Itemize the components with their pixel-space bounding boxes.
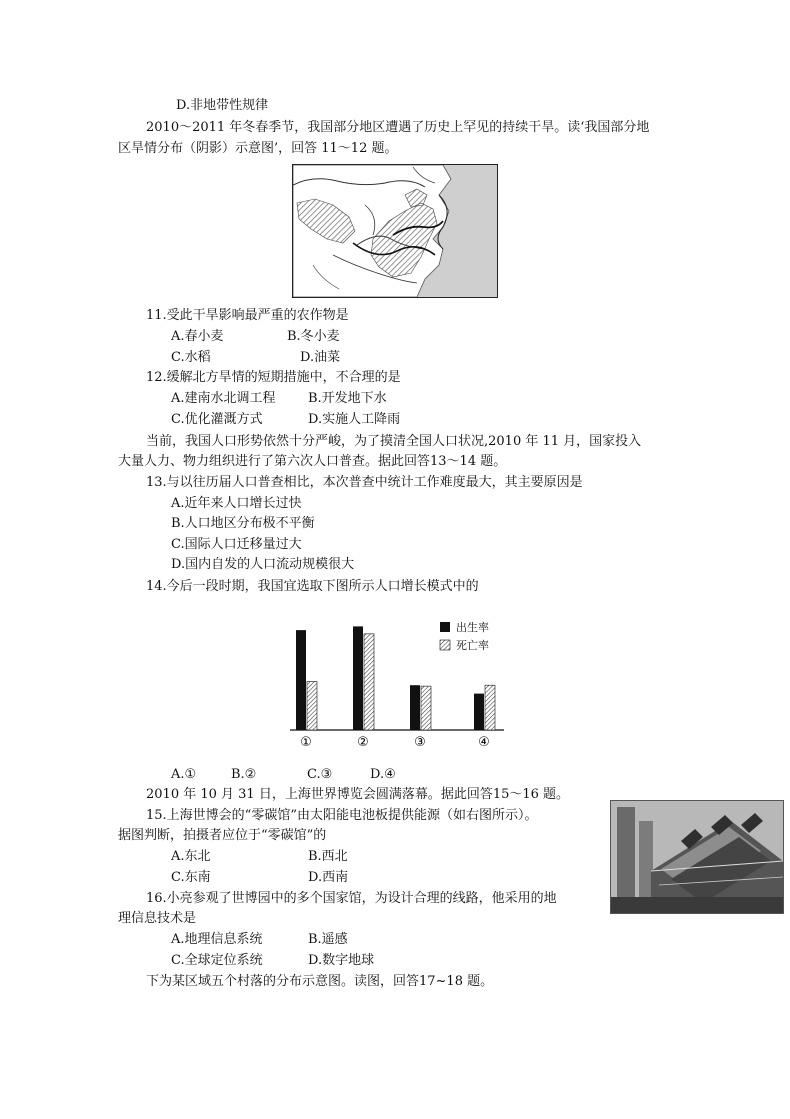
bar-death-rate-2 <box>364 634 374 730</box>
q15-option-c[interactable]: C.东南 <box>171 870 211 885</box>
census-intro-line-2: 大量人力、物力组织进行了第六次人口普查。据此回答13～14 题。 <box>118 454 507 469</box>
bar-birth-rate-1 <box>296 630 306 730</box>
bar-birth-rate-4 <box>474 694 484 730</box>
q15-option-b[interactable]: B.西北 <box>308 849 348 864</box>
q14-option-c[interactable]: C.③ <box>307 767 333 782</box>
building-wall <box>611 897 783 913</box>
q13-option-c[interactable]: C.国际人口迁移量过大 <box>171 537 302 552</box>
zero-carbon-pavilion-photo <box>610 800 784 914</box>
census-intro-line-1: 当前，我国人口形势依然十分严峻，为了摸清全国人口状况,2010 年 11 月，国家投入 <box>146 434 642 449</box>
drought-intro-line-1: 2010～2011 年冬春季节，我国部分地区遭遇了历史上罕见的持续干旱。读‘我国部分地 <box>146 120 650 135</box>
bar-death-rate-1 <box>307 681 317 730</box>
bar-death-rate-3 <box>421 686 431 730</box>
drought-intro-line-2: 区旱情分布（阴影）示意图’，回答 11～12 题。 <box>118 141 398 156</box>
q12-option-c[interactable]: C.优化灌溉方式 <box>171 412 263 427</box>
village-intro: 下为某区域五个村落的分布示意图。读图，回答17~18 题。 <box>146 974 494 989</box>
q12-option-d[interactable]: D.实施人工降雨 <box>308 412 401 427</box>
q13-option-b[interactable]: B.人口地区分布极不平衡 <box>171 516 315 531</box>
x-tick-label-1: ① <box>300 735 312 750</box>
q10-option-d: D.非地带性规律 <box>176 98 269 113</box>
tower <box>639 821 653 897</box>
q12-option-a[interactable]: A.建南水北调工程 <box>171 391 276 406</box>
q15-option-a[interactable]: A.东北 <box>171 849 211 864</box>
x-tick-label-4: ④ <box>478 735 490 750</box>
q11-option-a[interactable]: A.春小麦 <box>171 329 224 344</box>
x-tick-label-2: ② <box>357 735 369 750</box>
question-14: 14.今后一段时期，我国宜选取下图所示人口增长模式中的 <box>146 579 479 594</box>
bar-birth-rate-2 <box>353 626 363 730</box>
legend-birth-label: 出生率 <box>456 621 489 634</box>
legend-birth-swatch <box>440 622 450 632</box>
population-growth-chart <box>288 610 508 752</box>
q13-option-d[interactable]: D.国内自发的人口流动规模很大 <box>171 557 355 572</box>
population-chart-svg <box>288 610 508 752</box>
x-tick-label-3: ③ <box>414 735 426 750</box>
q13-option-a[interactable]: A.近年来人口增长过快 <box>171 496 302 511</box>
q11-option-b[interactable]: B.冬小麦 <box>287 329 340 344</box>
bar-birth-rate-3 <box>410 685 420 730</box>
question-15-line-2: 据图判断，拍摄者应位于“零碳馆”的 <box>118 828 327 843</box>
q16-option-c[interactable]: C.全球定位系统 <box>171 953 263 968</box>
question-11: 11.受此干旱影响最严重的农作物是 <box>146 308 349 323</box>
question-16-line-2: 理信息技术是 <box>118 911 197 926</box>
pavilion-photo-svg <box>611 801 783 913</box>
drought-map-svg <box>293 165 497 297</box>
q12-option-b[interactable]: B.开发地下水 <box>308 391 387 406</box>
question-15-line-1: 15.上海世博会的“零碳馆”由太阳能电池板提供能源（如右图所示）。 <box>146 808 538 823</box>
legend-death-label: 死亡率 <box>456 639 489 652</box>
question-12: 12.缓解北方旱情的短期措施中，不合理的是 <box>146 370 401 385</box>
bar-death-rate-4 <box>485 685 495 730</box>
question-16-line-1: 16.小亮参观了世博园中的多个国家馆，为设计合理的线路，他采用的地 <box>146 891 557 906</box>
q15-option-d[interactable]: D.西南 <box>308 870 349 885</box>
drought-distribution-map <box>292 164 498 298</box>
q11-option-c[interactable]: C.水稻 <box>171 350 211 365</box>
question-13: 13.与以往历届人口普查相比，本次普查中统计工作难度最大，其主要原因是 <box>146 475 583 490</box>
q11-option-d[interactable]: D.油菜 <box>300 350 341 365</box>
q14-option-b[interactable]: B.② <box>231 767 257 782</box>
expo-intro: 2010 年 10 月 31 日，上海世界博览会圆满落幕。据此回答15～16 题。 <box>146 787 570 802</box>
q14-option-d[interactable]: D.④ <box>370 767 396 782</box>
tower <box>617 807 635 897</box>
q14-option-a[interactable]: A.① <box>171 767 197 782</box>
legend-death-swatch <box>440 640 450 650</box>
q16-option-d[interactable]: D.数字地球 <box>308 953 375 968</box>
q16-option-a[interactable]: A.地理信息系统 <box>171 932 263 947</box>
q16-option-b[interactable]: B.遥感 <box>308 932 348 947</box>
